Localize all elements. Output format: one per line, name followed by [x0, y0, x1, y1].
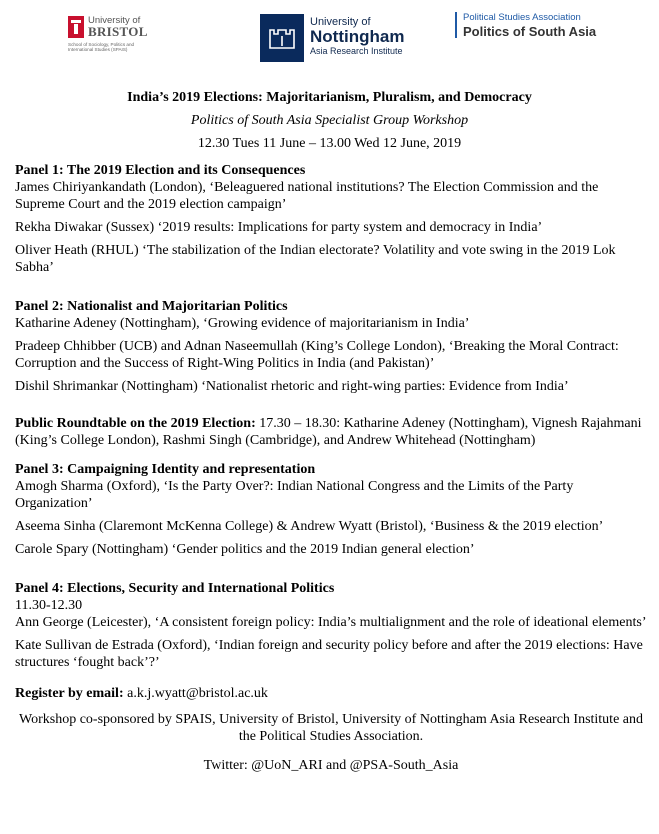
- nottingham-crest-icon: [260, 14, 304, 62]
- nottingham-line3: Asia Research Institute: [310, 46, 403, 56]
- nottingham-line1: University of: [310, 16, 371, 28]
- bristol-line3: School of Sociology, Politics and International Studies (SPAIS): [68, 42, 135, 53]
- roundtable-label: Public Roundtable on the 2019 Election:: [15, 416, 256, 431]
- nottingham-logo: [310, 17, 404, 57]
- twitter-handles[interactable]: Twitter: @UoN_ARI and @PSA-South_Asia: [203, 758, 459, 773]
- register-email[interactable]: a.k.j.wyatt@bristol.ac.uk: [123, 686, 268, 701]
- bristol-logo: [68, 14, 150, 58]
- bristol-line2: BRISTOL: [88, 24, 148, 39]
- paper-entry: Dishil Shrimankar (Nottingham) ‘Nationalist rhetoric and right-wing parties: Evidence from India’: [15, 379, 569, 394]
- roundtable-text: 17.30 – 18.30: Katharine Adeney (Nottingham), Vignesh Rajahmani (King’s College London), Rashmi Singh (Cambridge), and Andrew Whitehead (Nottingham): [15, 416, 642, 448]
- psa-line2: Politics of South Asia: [463, 24, 597, 39]
- logo-strip: [0, 0, 659, 70]
- bristol-crest-icon: [68, 16, 84, 38]
- register-label: Register by email:: [15, 686, 124, 701]
- page-title: India’s 2019 Elections: Majoritarianism, Pluralism, and Democracy: [127, 90, 532, 105]
- paper-entry: Carole Spary (Nottingham) ‘Gender politics and the 2019 Indian general election’: [15, 542, 475, 557]
- panel-3-heading: Panel 3: Campaigning Identity and representation: [15, 462, 316, 477]
- paper-entry: Amogh Sharma (Oxford), ‘Is the Party Over?: Indian National Congress and the Limits of the Party Organization’: [15, 479, 574, 511]
- psa-bar: [455, 12, 457, 38]
- paper-entry: Oliver Heath (RHUL) ‘The stabilization of the Indian electorate? Volatility and vote swing in the 2019 Lok Sabha’: [15, 243, 616, 275]
- psa-line1: Political Studies Association: [463, 12, 581, 23]
- workshop-dates: 12.30 Tues 11 June – 13.00 Wed 12 June, 2019: [197, 136, 462, 151]
- nottingham-line2: Nottingham: [310, 27, 405, 46]
- paper-entry: Katharine Adeney (Nottingham), ‘Growing evidence of majoritarianism in India’: [15, 316, 470, 331]
- register-line: [15, 685, 647, 702]
- sponsors-note: Workshop co-sponsored by SPAIS, University of Bristol, University of Nottingham Asia Research Institute and the Political Studies Association.: [18, 712, 644, 744]
- paper-entry: James Chiriyankandath (London), ‘Beleaguered national institutions? The Election Commission and the Supreme Court and the 2019 election campaign’: [15, 180, 599, 212]
- panel-2-heading: Panel 2: Nationalist and Majoritarian Politics: [15, 299, 288, 314]
- paper-entry: Rekha Diwakar (Sussex) ‘2019 results: Implications for party system and democracy in India’: [15, 220, 543, 235]
- panel-1-heading: Panel 1: The 2019 Election and its Consequences: [15, 163, 306, 178]
- workshop-subtitle: Politics of South Asia Specialist Group Workshop: [190, 113, 469, 128]
- roundtable-entry: [15, 415, 647, 449]
- panel-4-time: 11.30-12.30: [15, 598, 83, 613]
- paper-entry: Ann George (Leicester), ‘A consistent foreign policy: India’s multialignment and the role of ideational elements’: [15, 615, 647, 630]
- paper-entry: Kate Sullivan de Estrada (Oxford), ‘Indian foreign and security policy before and after the 2019 elections: Have structures ‘fought back’?’: [15, 638, 643, 670]
- programme: [15, 162, 647, 774]
- paper-entry: Pradeep Chhibber (UCB) and Adnan Naseemullah (King’s College London), ‘Breaking the Moral Contract: Corruption and the Success of Right-Wing Politics in India (and Pakistan)’: [15, 339, 619, 371]
- panel-4-heading: Panel 4: Elections, Security and International Politics: [15, 581, 335, 596]
- bristol-line1: University of: [88, 15, 141, 26]
- paper-entry: Aseema Sinha (Claremont McKenna College) & Andrew Wyatt (Bristol), ‘Business & the 2019 election’: [15, 519, 604, 534]
